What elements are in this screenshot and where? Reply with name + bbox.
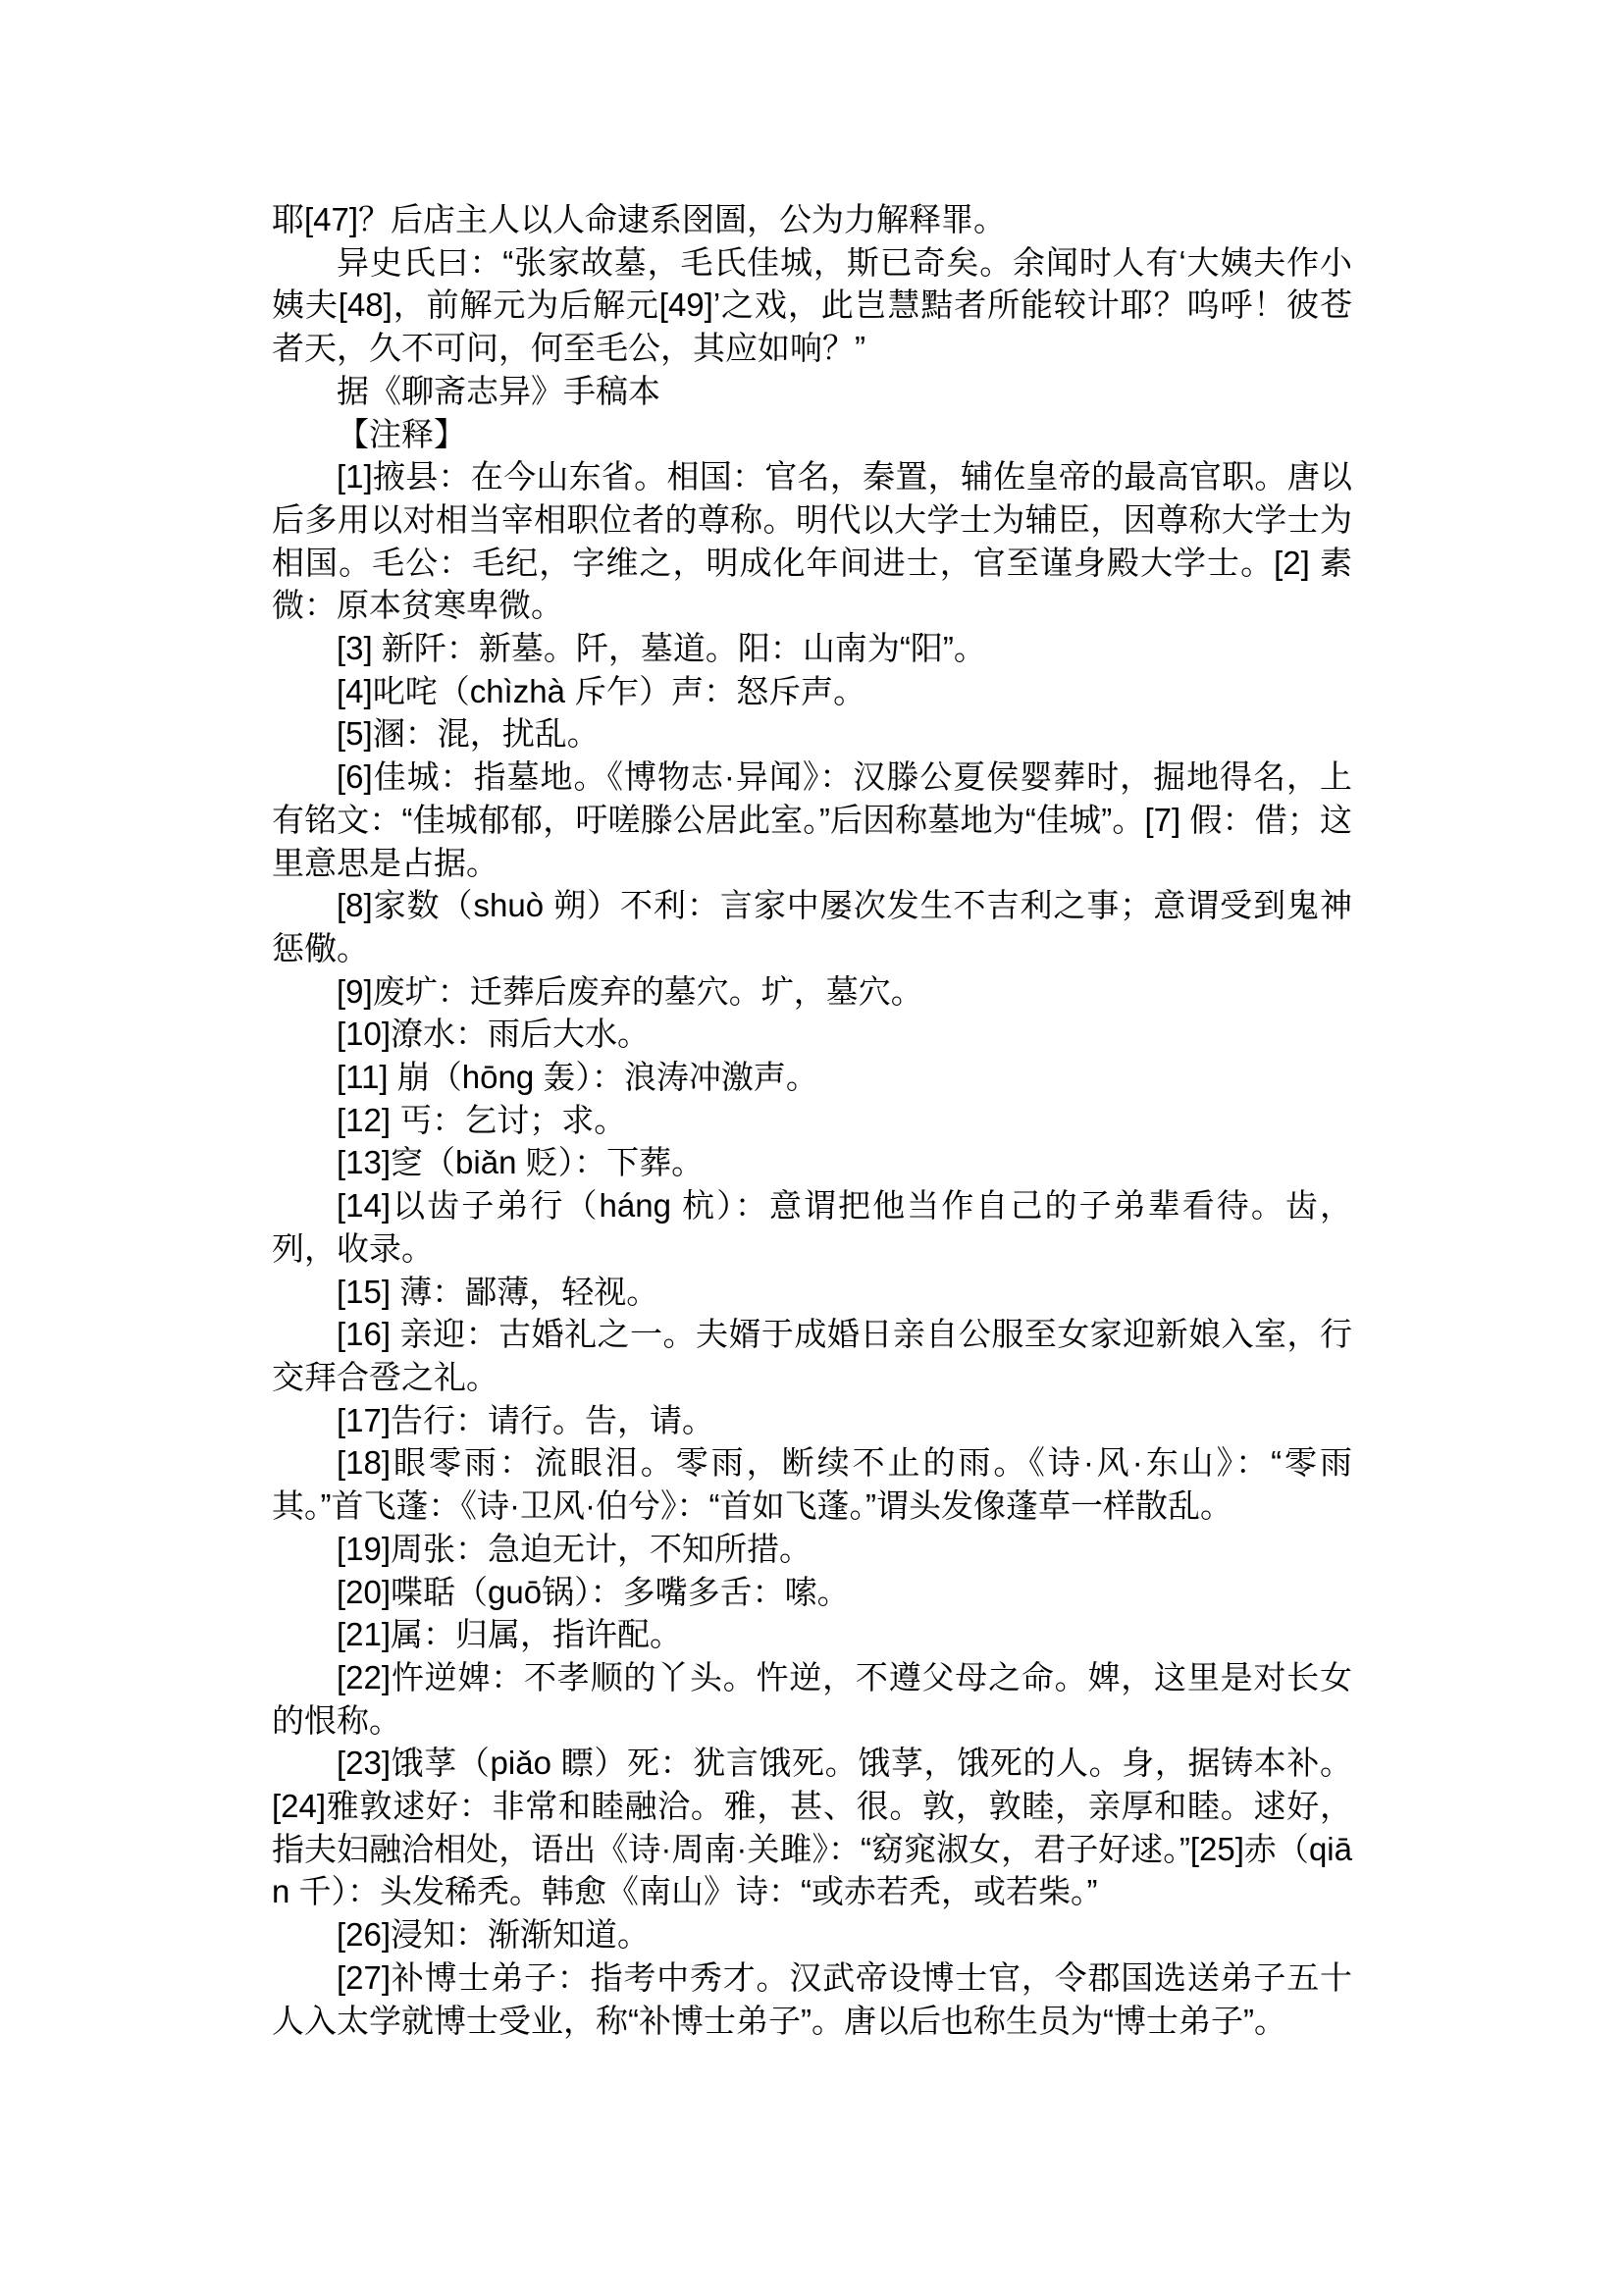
note-27: [27]补博士弟子：指考中秀才。汉武帝设博士官，令郡国选送弟子五十人入太学就博士受业，称“补博士弟子”。唐以后也称生员为“博士弟子”。 (272, 1958, 1352, 2039)
note-20: [20]喋聒（guō锅）：多嘴多舌：嗦。 (337, 1573, 850, 1610)
note-26: [26]浸知：渐渐知道。 (337, 1916, 651, 1954)
note-12: [12] 丐：乞讨；求。 (337, 1101, 627, 1138)
note-1-2: [1]掖县：在今山东省。相国：官名，秦置，辅佐皇帝的最高官职。唐以后多用以对相当宰相职位者的尊称。明代以大学士为辅臣，因尊称大学士为相国。毛公：毛纪，字维之，明成化年间进士，官至谨身殿大学士。[2] 素微：原本贫寒卑微。 (272, 458, 1352, 624)
source-attribution: 据《聊斋志异》手稿本 (337, 372, 660, 409)
paragraph-commentary: 异史氏曰：“张家故墓，毛氏佳城，斯已奇矣。余闻时人有‘大姨夫作小姨夫[48]，前解元为后解元[49]’之戏，此岂慧黠者所能较计耶？呜呼！彼苍者天，久不可问，何至毛公，其应如响？” (272, 243, 1352, 367)
note-8: [8]家数（shuò 朔）不利：言家中屡次发生不吉利之事；意谓受到鬼神惩儆。 (272, 887, 1352, 966)
note-21: [21]属：归属，指许配。 (337, 1616, 683, 1653)
note-11: [11] 崩（hōng 轰）：浪涛冲激声。 (337, 1059, 818, 1096)
note-4: [4]叱咤（chìzhà 斥乍）声：怒斥声。 (337, 672, 866, 709)
note-23-25: [23]饿莩（piǎo 瞟）死：犹言饿死。饿莩，饿死的人。身，据铸本补。[24]雅敦逑好：非常和睦融洽。雅，甚、很。敦，敦睦，亲厚和睦。逑好，指夫妇融洽相处，语出《诗·周南·关雎》：“窈窕淑女，君子好逑。”[25]赤（qiān 千）：头发稀秃。韩愈《南山》诗：“或赤若秃，或若柴。” (272, 1745, 1352, 1910)
note-3: [3] 新阡：新墓。阡，墓道。阳：山南为“阳”。 (337, 630, 986, 667)
note-6-7: [6]佳城：指墓地。《博物志·异闻》：汉滕公夏侯婴葬时，掘地得名，上有铭文：“佳城郁郁，吁嗟滕公居此室。”后因称墓地为“佳城”。[7] 假：借；这里意思是占据。 (272, 758, 1352, 881)
note-5: [5]溷：混，扰乱。 (337, 715, 600, 753)
note-19: [19]周张：急迫无计，不知所措。 (337, 1530, 812, 1567)
note-13: [13]窆（biǎn 贬）：下葬。 (337, 1144, 705, 1181)
note-14: [14]以齿子弟行（háng 杭）：意谓把他当作自己的子弟辈看待。齿，列，收录。 (272, 1187, 1352, 1267)
note-16: [16] 亲迎：古婚礼之一。夫婿于成婚日亲自公服至女家迎新娘入室，行交拜合卺之礼。 (272, 1316, 1352, 1395)
note-18: [18]眼零雨：流眼泪。零雨，断续不止的雨。《诗·风·东山》：“零雨其。”首飞蓬：《诗·卫风·伯兮》：“首如飞蓬。”谓头发像蓬草一样散乱。 (272, 1444, 1352, 1525)
page-content (272, 198, 1352, 2042)
paragraph-story-continuation: 耶[47]？后店主人以人命逮系囹圄，公为力解释罪。 (272, 201, 1007, 237)
notes-section-heading: 【注释】 (337, 415, 466, 452)
note-17: [17]告行：请行。告，请。 (337, 1401, 715, 1438)
note-15: [15] 薄：鄙薄，轻视。 (337, 1273, 659, 1310)
note-10: [10]潦水：雨后大水。 (337, 1016, 651, 1053)
note-9: [9]废圹：迁葬后废弃的墓穴。圹，墓穴。 (337, 972, 923, 1010)
note-22: [22]忤逆婢：不孝顺的丫头。忤逆，不遵父母之命。婢，这里是对长女的恨称。 (272, 1658, 1352, 1739)
